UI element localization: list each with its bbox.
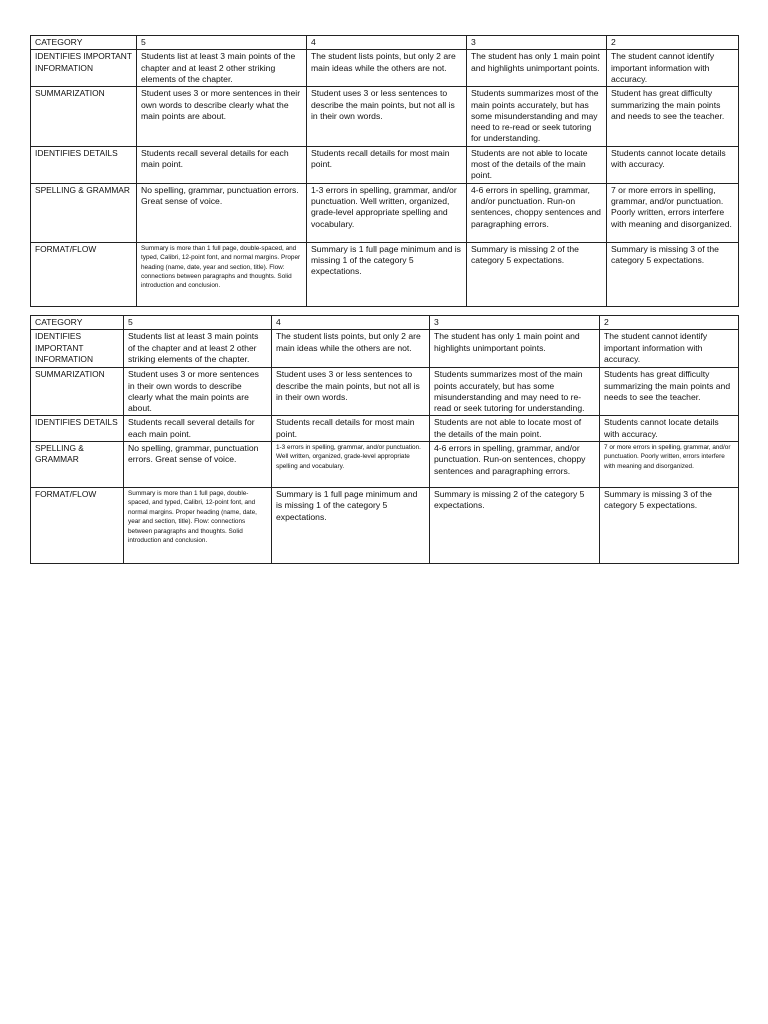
cell-score-3: Students summarizes most of the main points accurately, but has some misunderstanding and may need to re-read or seek tutoring for understanding. [467, 87, 607, 146]
category-label: IDENTIFIES DETAILS [31, 416, 124, 442]
row-spelling-grammar [31, 442, 739, 488]
cell-score-5: Students recall several details for each main point. [137, 146, 307, 183]
cell-score-5: Student uses 3 or more sentences in their own words to describe clearly what the main points are about. [124, 368, 272, 416]
category-label: FORMAT/FLOW [31, 242, 137, 306]
category-label: SPELLING & GRAMMAR [31, 183, 137, 242]
header-score-3: 3 [467, 36, 607, 50]
cell-score-3: Summary is missing 2 of the category 5 expectations. [467, 242, 607, 306]
cell-score-3: The student has only 1 main point and highlights unimportant points. [467, 50, 607, 87]
cell-score-4: Summary is 1 full page minimum and is missing 1 of the category 5 expectations. [307, 242, 467, 306]
row-identifies-important-information [31, 50, 739, 87]
cell-score-2: Students has great difficulty summarizing the main points and needs to see the teacher. [600, 368, 739, 416]
cell-score-3: 4-6 errors in spelling, grammar, and/or punctuation. Run-on sentences, choppy sentences and paragraphing errors. [467, 183, 607, 242]
cell-score-5: Student uses 3 or more sentences in their own words to describe clearly what the main points are about. [137, 87, 307, 146]
cell-score-5: No spelling, grammar, punctuation errors. Great sense of voice. [137, 183, 307, 242]
cell-score-3: The student has only 1 main point and highlights unimportant points. [430, 330, 600, 368]
row-identifies-important-information [31, 330, 739, 368]
cell-score-5: Summary is more than 1 full page, double-spaced, and typed, Calibri, 12-point font, and normal margins. Proper heading (name, date, year and section, title). Flow: connections between paragraphs and thoughts. Solid introduction and conclusion. [137, 242, 307, 306]
header-score-3: 3 [430, 316, 600, 330]
cell-score-4: Students recall details for most main point. [307, 146, 467, 183]
row-summarization [31, 87, 739, 146]
cell-score-4: Students recall details for most main point. [272, 416, 430, 442]
cell-score-5: Students list at least 3 main points of the chapter and at least 2 other striking elements of the chapter. [137, 50, 307, 87]
cell-score-2: Student has great difficulty summarizing the main points and needs to see the teacher. [607, 87, 739, 146]
cell-score-5: Summary is more than 1 full page, double-spaced, and typed, Calibri, 12-point font, and normal margins. Proper heading (name, date, year and section, title). Flow: connections between paragraphs and thoughts. Solid introduction and conclusion. [124, 488, 272, 564]
cell-score-5: Students recall several details for each main point. [124, 416, 272, 442]
header-row [31, 36, 739, 50]
cell-score-5: Students list at least 3 main points of the chapter and at least 2 other striking elements of the chapter. [124, 330, 272, 368]
cell-score-4: The student lists points, but only 2 are main ideas while the others are not. [272, 330, 430, 368]
row-spelling-grammar [31, 183, 739, 242]
category-label: SPELLING & GRAMMAR [31, 442, 124, 488]
category-label: IDENTIFIES IMPORTANT INFORMATION [31, 330, 124, 368]
cell-score-3: 4-6 errors in spelling, grammar, and/or punctuation. Run-on sentences, choppy sentences and paragraphing errors. [430, 442, 600, 488]
cell-score-2: 7 or more errors in spelling, grammar, and/or punctuation. Poorly written, errors interfere with meaning and disorganized. [600, 442, 739, 488]
row-identifies-details [31, 146, 739, 183]
header-score-2: 2 [607, 36, 739, 50]
header-category: CATEGORY [31, 36, 137, 50]
cell-score-3: Summary is missing 2 of the category 5 expectations. [430, 488, 600, 564]
category-label: IDENTIFIES IMPORTANT INFORMATION [31, 50, 137, 87]
cell-score-2: Students cannot locate details with accuracy. [607, 146, 739, 183]
cell-score-5: No spelling, grammar, punctuation errors. Great sense of voice. [124, 442, 272, 488]
category-label: SUMMARIZATION [31, 87, 137, 146]
cell-score-4: The student lists points, but only 2 are main ideas while the others are not. [307, 50, 467, 87]
cell-score-2: The student cannot identify important information with accuracy. [600, 330, 739, 368]
category-label: IDENTIFIES DETAILS [31, 146, 137, 183]
row-summarization [31, 368, 739, 416]
header-score-4: 4 [307, 36, 467, 50]
header-category: CATEGORY [31, 316, 124, 330]
cell-score-2: Students cannot locate details with accuracy. [600, 416, 739, 442]
rubric-table-2 [30, 315, 739, 564]
cell-score-2: Summary is missing 3 of the category 5 expectations. [600, 488, 739, 564]
cell-score-4: 1-3 errors in spelling, grammar, and/or punctuation. Well written, organized, grade-level appropriate spelling and vocabulary. [272, 442, 430, 488]
row-identifies-details [31, 416, 739, 442]
header-score-4: 4 [272, 316, 430, 330]
header-row [31, 316, 739, 330]
cell-score-3: Students summarizes most of the main points accurately, but has some misunderstanding and may need to re-read or seek tutoring for understanding. [430, 368, 600, 416]
cell-score-4: Summary is 1 full page minimum and is missing 1 of the category 5 expectations. [272, 488, 430, 564]
category-label: SUMMARIZATION [31, 368, 124, 416]
rubric-table-1 [30, 35, 739, 307]
category-label: FORMAT/FLOW [31, 488, 124, 564]
cell-score-4: Student uses 3 or less sentences to describe the main points, but not all is in their own words. [307, 87, 467, 146]
cell-score-3: Students are not able to locate most of the details of the main point. [430, 416, 600, 442]
row-format-flow [31, 242, 739, 306]
cell-score-2: 7 or more errors in spelling, grammar, and/or punctuation. Poorly written, errors interfere with meaning and disorganized. [607, 183, 739, 242]
header-score-5: 5 [124, 316, 272, 330]
cell-score-2: The student cannot identify important information with accuracy. [607, 50, 739, 87]
cell-score-4: Student uses 3 or less sentences to describe the main points, but not all is in their own words. [272, 368, 430, 416]
cell-score-3: Students are not able to locate most of the details of the main point. [467, 146, 607, 183]
cell-score-2: Summary is missing 3 of the category 5 expectations. [607, 242, 739, 306]
header-score-5: 5 [137, 36, 307, 50]
cell-score-4: 1-3 errors in spelling, grammar, and/or punctuation. Well written, organized, grade-level appropriate spelling and vocabulary. [307, 183, 467, 242]
row-format-flow [31, 488, 739, 564]
header-score-2: 2 [600, 316, 739, 330]
